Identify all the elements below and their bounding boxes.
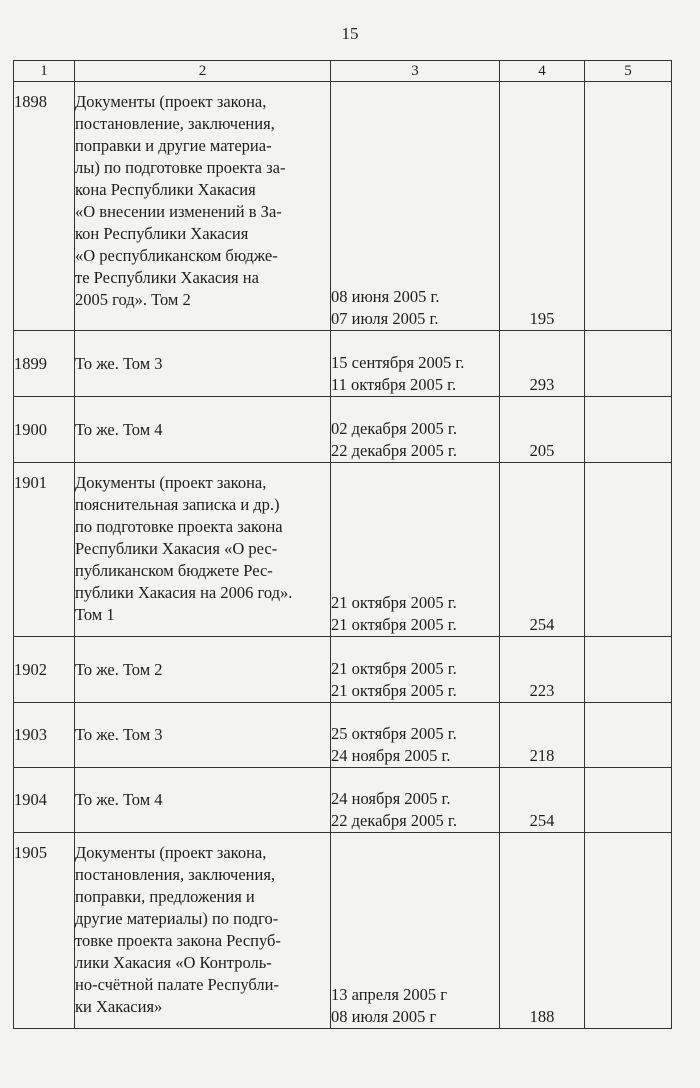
date-start: 02 декабря 2005 г. [331,419,457,438]
item-dates [331,703,500,768]
item-title-line: постановления, заключения, [75,865,276,884]
item-dates [331,768,500,833]
date-end: 22 декабря 2005 г. [331,441,457,460]
item-dates [331,463,500,637]
item-title [75,331,331,397]
item-note [585,703,672,768]
item-title-line: То же. Том 3 [75,353,163,373]
item-title-line: поправки и другие материа- [75,136,272,155]
item-title-line: пояснительная записка и др.) [75,495,280,514]
item-number: 1903 [14,703,75,768]
column-number-4: 4 [500,61,585,82]
item-title-line: Документы (проект закона, [75,92,267,111]
item-title-line: То же. Том 4 [75,790,163,809]
column-number-1: 1 [14,61,75,82]
item-title [75,82,331,331]
item-note [585,397,672,463]
date-start: 24 ноября 2005 г. [331,789,451,808]
item-number: 1901 [14,463,75,637]
item-title-line: постановление, заключения, [75,114,275,133]
column-number-3: 3 [331,61,500,82]
table-row [14,637,672,703]
item-number: 1902 [14,637,75,703]
sheet-count: 205 [500,397,585,463]
item-title-line: те Республики Хакасия на [75,268,259,287]
item-dates [331,833,500,1029]
date-start: 25 октября 2005 г. [331,724,457,743]
item-dates [331,637,500,703]
date-start: 15 сентября 2005 г. [331,353,465,372]
item-title-line: Республики Хакасия «О рес- [75,539,278,558]
item-title-line: товке проекта закона Респуб- [75,931,281,950]
sheet-count: 254 [500,768,585,833]
date-start: 21 октября 2005 г. [331,593,457,612]
table-row [14,82,672,331]
item-note [585,463,672,637]
item-dates [331,82,500,331]
item-title-line: То же. Том 4 [75,419,163,439]
item-title-line: Том 1 [75,605,115,624]
table-row [14,703,672,768]
column-number-5: 5 [585,61,672,82]
date-end: 21 октября 2005 г. [331,681,457,700]
table-row [14,768,672,833]
item-title [75,463,331,637]
item-title-line: «О внесении изменений в За- [75,202,282,221]
sheet-count: 188 [500,833,585,1029]
item-title-line: кон Республики Хакасия [75,224,249,243]
item-title [75,397,331,463]
column-number-row [14,61,672,82]
item-title-line: другие материалы) по подго- [75,909,279,928]
date-start: 13 апреля 2005 г [331,985,447,1004]
table-row [14,463,672,637]
table-row [14,331,672,397]
column-number-2: 2 [75,61,331,82]
item-number: 1905 [14,833,75,1029]
item-title-line: но-счётной палате Республи- [75,975,279,994]
sheet-count: 218 [500,703,585,768]
item-title-line: То же. Том 3 [75,725,163,744]
item-title [75,768,331,833]
item-title-line: «О республиканском бюдже- [75,246,278,265]
table-row [14,397,672,463]
item-title-line: 2005 год». Том 2 [75,290,191,309]
date-end: 22 декабря 2005 г. [331,811,457,830]
item-title-line: кона Республики Хакасия [75,180,256,199]
sheet-count: 195 [500,82,585,331]
item-title-line: лы) по подготовке проекта за- [75,158,286,177]
item-number: 1900 [14,397,75,463]
sheet-count: 254 [500,463,585,637]
date-end: 21 октября 2005 г. [331,615,457,634]
item-dates [331,397,500,463]
table-row [14,833,672,1029]
item-note [585,82,672,331]
item-note [585,833,672,1029]
item-title [75,637,331,703]
item-title-line: публики Хакасия на 2006 год». [75,583,293,602]
item-number: 1904 [14,768,75,833]
item-title [75,703,331,768]
date-end: 07 июля 2005 г. [331,309,439,328]
item-note [585,331,672,397]
item-dates [331,331,500,397]
item-title-line: Документы (проект закона, [75,473,267,492]
item-title-line: ки Хакасия» [75,997,163,1016]
date-start: 08 июня 2005 г. [331,287,440,306]
date-end: 11 октября 2005 г. [331,375,457,394]
item-title-line: Документы (проект закона, [75,843,267,862]
item-title-line: публиканском бюджете Рес- [75,561,273,580]
item-title-line: То же. Том 2 [75,659,163,679]
date-end: 08 июля 2005 г [331,1007,437,1026]
item-title-line: по подготовке проекта закона [75,517,283,536]
inventory-table [13,60,672,1029]
item-note [585,637,672,703]
item-number: 1898 [14,82,75,331]
date-start: 21 октября 2005 г. [331,659,457,678]
item-title-line: лики Хакасия «О Контроль- [75,953,272,972]
sheet-count: 223 [500,637,585,703]
item-title [75,833,331,1029]
sheet-count: 293 [500,331,585,397]
item-number: 1899 [14,331,75,397]
item-title-line: поправки, предложения и [75,887,255,906]
page-number: 15 [341,24,359,43]
date-end: 24 ноября 2005 г. [331,746,451,765]
item-note [585,768,672,833]
